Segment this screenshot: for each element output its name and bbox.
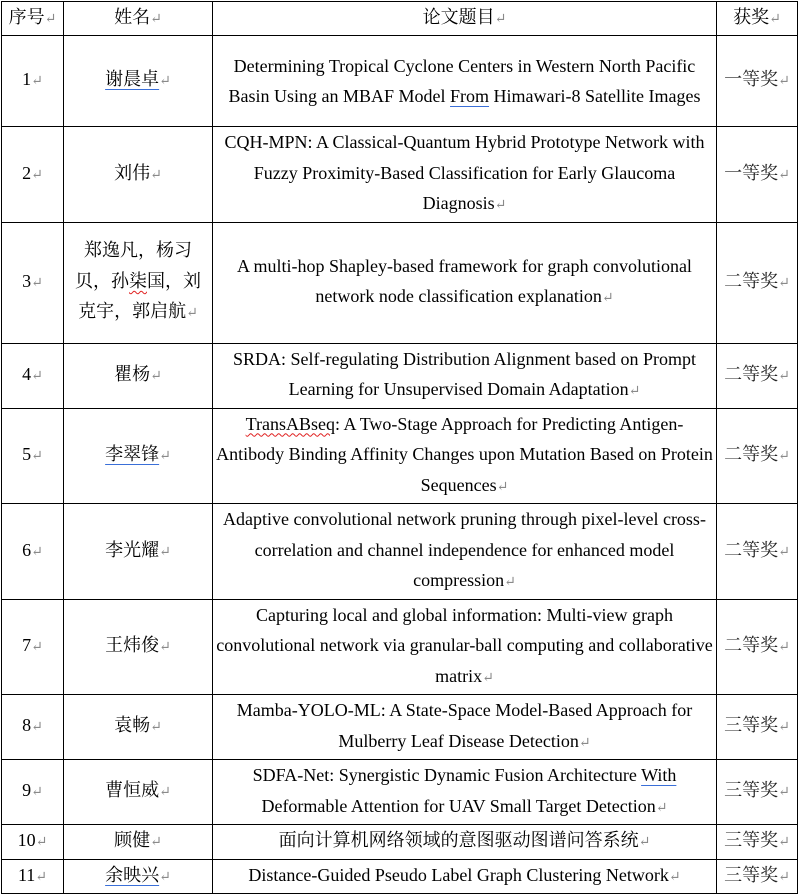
return-mark-icon: ↵ [150,720,162,736]
row-index: 3↵ [2,222,64,343]
return-mark-icon: ↵ [31,275,43,291]
header-index [2,2,64,36]
row-award: 二等奖↵ [717,504,798,600]
row-title: Determining Tropical Cyclone Centers in Western North Pacific Basin Using an MBAF Model From Himawari-8 Satellite Images [213,36,717,127]
return-mark-icon: ↵ [150,167,162,183]
return-mark-icon: ↵ [159,449,171,464]
table-row [2,408,798,504]
row-name [64,343,213,408]
row-index: 8↵ [2,695,64,760]
row-title: SRDA: Self-regulating Distribution Alignment based on Prompt Learning for Unsupervised Domain Adaptation↵ [213,343,717,408]
row-name [64,36,213,127]
header-name [64,2,213,36]
return-mark-icon: ↵ [778,869,790,885]
table-header-row [2,2,798,36]
author-name: 李翠锋 [105,444,160,464]
author-name: 刘伟 [114,162,151,183]
table-row [2,222,798,343]
return-mark-icon: ↵ [31,720,43,736]
return-mark-icon: ↵ [31,449,43,464]
return-mark-icon: ↵ [778,275,790,291]
row-award: 二等奖↵ [717,599,798,695]
return-mark-icon: ↵ [778,640,790,655]
return-mark-icon: ↵ [494,12,507,27]
return-mark-icon: ↵ [601,291,614,306]
header-name-label: 姓名 [114,7,151,27]
return-mark-icon: ↵ [159,869,171,885]
row-index: 1↵ [2,36,64,127]
row-index: 6↵ [2,504,64,600]
row-name [64,408,213,504]
row-title: Mamba-YOLO-ML: A State-Space Model-Based Approach for Mulberry Leaf Disease Detection↵ [213,695,717,760]
author-name: 顾健 [114,830,151,850]
row-index: 4↵ [2,343,64,408]
return-mark-icon: ↵ [778,167,790,183]
return-mark-icon: ↵ [31,640,43,655]
row-name [64,599,213,695]
return-mark-icon: ↵ [44,12,57,27]
return-mark-icon: ↵ [778,544,790,560]
return-mark-icon: ↵ [778,368,790,384]
row-award: 一等奖↵ [717,36,798,127]
header-title [213,2,717,36]
row-award: 二等奖↵ [717,408,798,504]
row-name: 郑逸凡，杨习贝，孙柒国，刘克宇，郭启航↵ [64,222,213,343]
author-name: 曹恒威 [105,780,160,801]
row-award: 二等奖↵ [717,222,798,343]
award-table [1,1,798,894]
return-mark-icon: ↵ [186,306,198,322]
header-award-label: 获奖 [733,7,770,27]
author-name: 李光耀 [105,539,160,560]
row-title: SDFA-Net: Synergistic Dynamic Fusion Architecture With Deformable Attention for UAV Small Target Detection↵ [213,760,717,825]
table-row [2,504,798,600]
row-title: Distance-Guided Pseudo Label Graph Clustering Network↵ [213,859,717,894]
table-row [2,36,798,127]
return-mark-icon: ↵ [778,835,790,850]
row-award: 三等奖↵ [717,695,798,760]
return-mark-icon: ↵ [31,785,43,801]
table-row [2,343,798,408]
row-title: CQH-MPN: A Classical-Quantum Hybrid Prototype Network with Fuzzy Proximity-Based Classification for Early Glaucoma Diagnosis↵ [213,127,717,223]
return-mark-icon: ↵ [31,167,43,183]
row-name [64,695,213,760]
return-mark-icon: ↵ [31,544,43,560]
table-row [2,127,798,223]
return-mark-icon: ↵ [778,720,790,736]
row-name [64,127,213,223]
row-index: 5↵ [2,408,64,504]
row-award: 二等奖↵ [717,343,798,408]
row-index: 9↵ [2,760,64,825]
return-mark-icon: ↵ [150,12,162,27]
return-mark-icon: ↵ [150,368,162,384]
return-mark-icon: ↵ [668,869,681,885]
author-name: 王炜俊 [105,635,160,655]
row-title: 面向计算机网络领域的意图驱动图谱问答系统↵ [213,825,717,860]
row-award: 三等奖↵ [717,825,798,860]
header-award [717,2,798,36]
return-mark-icon: ↵ [159,640,171,655]
return-mark-icon: ↵ [31,74,43,90]
row-name [64,504,213,600]
return-mark-icon: ↵ [496,479,509,495]
row-name [64,859,213,894]
author-name: 余映兴 [105,864,160,885]
return-mark-icon: ↵ [482,670,494,686]
return-mark-icon: ↵ [150,835,162,850]
row-title: A multi-hop Shapley-based framework for graph convolutional network node classification explanation↵ [213,222,717,343]
row-title: TransABseq: A Two-Stage Approach for Predicting Antigen-Antibody Binding Affinity Changes upon Mutation Based on Protein Sequences↵ [213,408,717,504]
author-name: 谢晨卓 [105,69,160,90]
row-index: 2↵ [2,127,64,223]
return-mark-icon: ↵ [35,869,48,885]
return-mark-icon: ↵ [494,198,507,213]
return-mark-icon: ↵ [159,544,171,560]
header-title-label: 论文题目 [422,7,495,27]
table-row [2,599,798,695]
return-mark-icon: ↵ [159,74,171,90]
return-mark-icon: ↵ [628,384,641,399]
return-mark-icon: ↵ [778,74,790,90]
table-row [2,695,798,760]
row-award: 一等奖↵ [717,127,798,223]
row-title: Capturing local and global information: Multi-view graph convolutional network via granular-ball computing and collaborative matrix↵ [213,599,717,695]
return-mark-icon: ↵ [578,735,591,751]
row-index: 7↵ [2,599,64,695]
table-row [2,760,798,825]
return-mark-icon: ↵ [769,12,781,27]
return-mark-icon: ↵ [35,835,48,850]
author-name: 袁畅 [114,715,151,736]
return-mark-icon: ↵ [778,449,790,464]
row-award: 三等奖↵ [717,859,798,894]
table-row [2,859,798,894]
return-mark-icon: ↵ [504,575,516,590]
return-mark-icon: ↵ [778,785,790,801]
header-index-label: 序号 [8,7,45,27]
row-index: 11↵ [2,859,64,894]
row-award: 三等奖↵ [717,760,798,825]
row-index: 10↵ [2,825,64,860]
author-name: 瞿杨 [114,363,151,384]
return-mark-icon: ↵ [31,368,43,384]
row-title: Adaptive convolutional network pruning through pixel-level cross-correlation and channel independence for enhanced model compression↵ [213,504,717,600]
return-mark-icon: ↵ [655,800,668,816]
return-mark-icon: ↵ [638,835,651,850]
return-mark-icon: ↵ [159,785,171,801]
row-name [64,760,213,825]
